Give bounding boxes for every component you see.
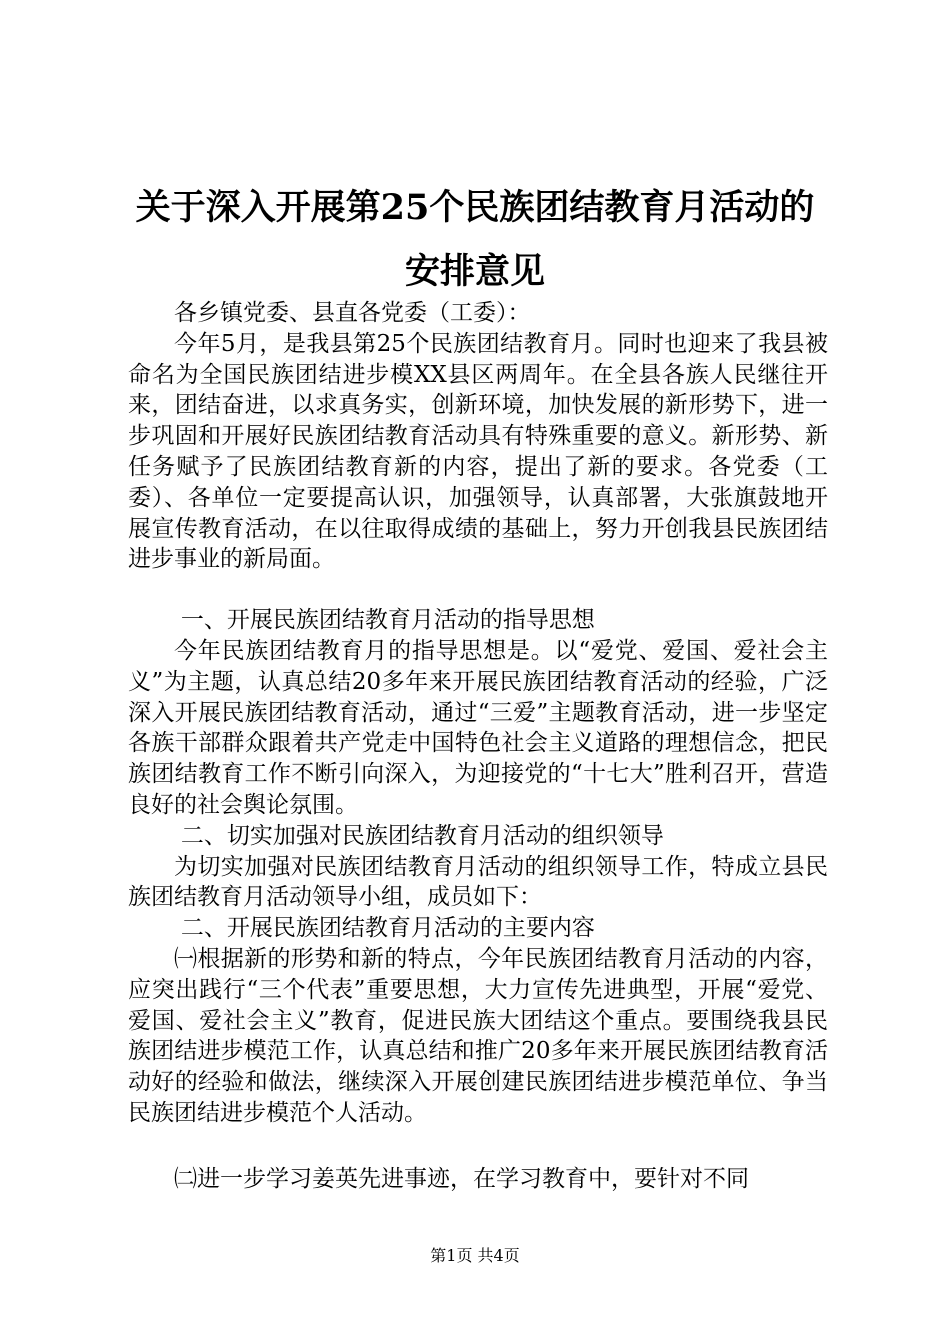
document-title-line-2: 安排意见 [404, 251, 545, 292]
document-body [128, 298, 828, 1195]
section-heading-leadership: 二、切实加强对民族团结教育月活动的组织领导 [180, 822, 664, 849]
salutation: 各乡镇党委、县直各党委（工委）： [174, 300, 531, 326]
document-title-line-1: 关于深入开展第25个民族团结教育月活动的 [135, 187, 815, 228]
section-heading-guiding-thought: 一、开展民族团结教育月活动的指导思想 [180, 607, 595, 634]
section-body-guiding-thought: 今年民族团结教育月的指导思想是。以“爱党、爱国、爱社会主义”为主题，认真总结20多年来开展民族团结教育活动的经验，广泛深入开展民族团结教育活动，通过“三爱”主题教育活动，进一步坚定各族干部群众跟着共产党走中国特色社会主义道路的理想信念，把民族团结教育工作不断引向深入，为迎接党的“十七大”胜利召开，营造良好的社会舆论氛围。 [128, 637, 828, 818]
section-heading-main-content: 二、开展民族团结教育月活动的主要内容 [180, 915, 595, 942]
page-number-footer: 第1页 共4页 [430, 1246, 520, 1265]
intro-paragraph: 今年5月，是我县第25个民族团结教育月。同时也迎来了我县被命名为全国民族团结进步模XX县区两周年。在全县各族人民继往开来，团结奋进，以求真务实，创新环境，加快发展的新形势下，进一步巩固和开展好民族团结教育活动具有特殊重要的意义。新形势、新任务赋予了民族团结教育新的内容，提出了新的要求。各党委（工委）、各单位一定要提高认识，加强领导，认真部署，大张旗鼓地开展宣传教育活动，在以往取得成绩的基础上，努力开创我县民族团结进步事业的新局面。 [128, 330, 828, 573]
section-item-2: ㈡进一步学习姜英先进事迹，在学习教育中，要针对不同 [174, 1165, 749, 1192]
section-item-1: ㈠根据新的形势和新的特点，今年民族团结教育月活动的内容，应突出践行“三个代表”重要思想，大力宣传先进典型，开展“爱党、爱国、爱社会主义”教育，促进民族大团结这个重点。要围绕我县民族团结进步模范工作，认真总结和推广20多年来开展民族团结教育活动好的经验和做法，继续深入开展创建民族团结进步模范单位、争当民族团结进步模范个人活动。 [128, 945, 828, 1126]
section-body-leadership: 为切实加强对民族团结教育月活动的组织领导工作，特成立县民族团结教育月活动领导小组，成员如下： [128, 853, 828, 911]
